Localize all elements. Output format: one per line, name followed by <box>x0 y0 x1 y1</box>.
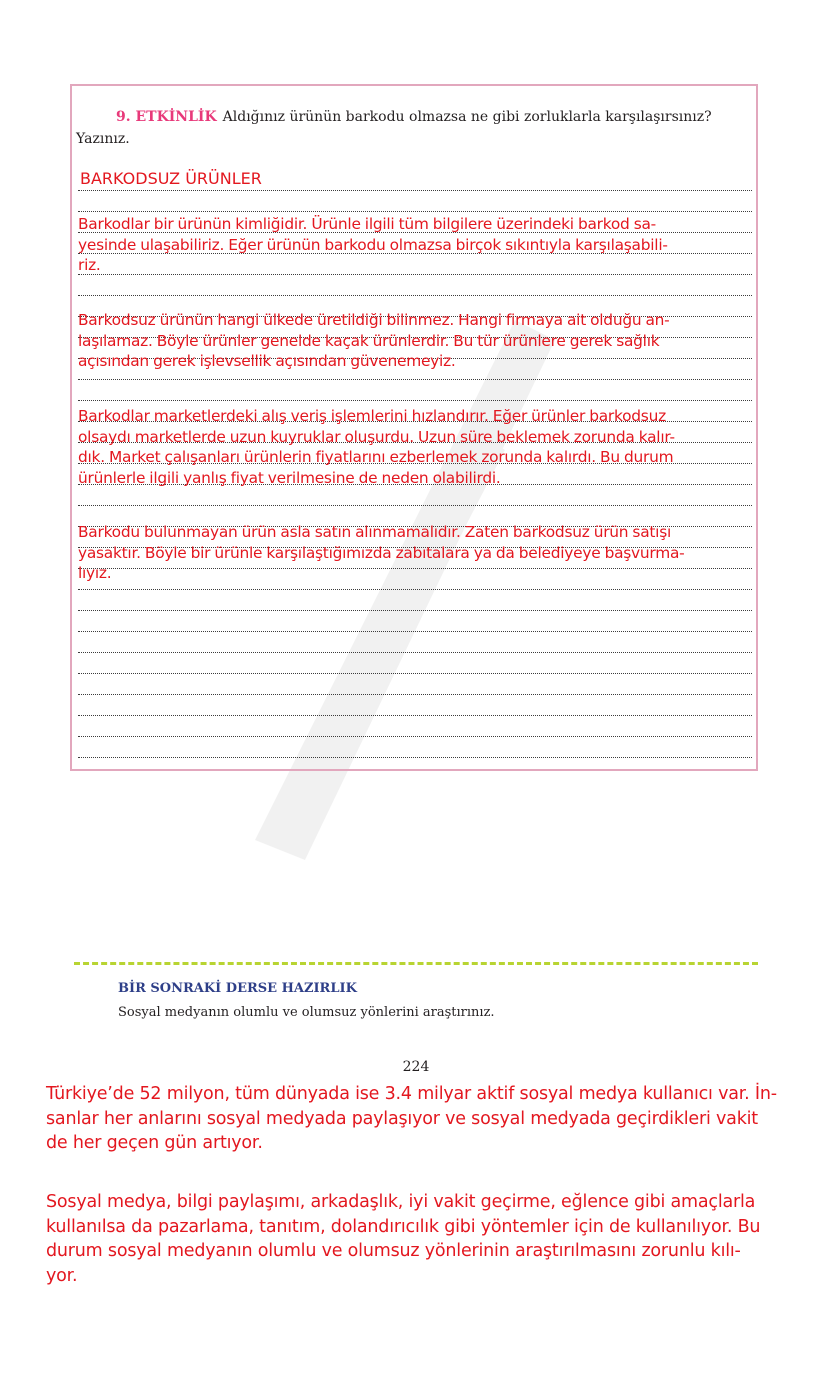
dotted-line <box>78 715 752 716</box>
dotted-line <box>78 673 752 674</box>
dotted-line <box>78 400 752 401</box>
bottom-answer-line: kullanılsa da pazarlama, tanıtım, dolandırıcılık gibi yöntemler için de kullanılıyor. Bu <box>46 1216 761 1237</box>
dotted-line <box>78 505 752 506</box>
answer-paragraph-3 <box>78 406 754 488</box>
answer-line: yasaktır. Böyle bir ürünle karşılaştığımızda zabıtalara ya da belediyeye başvurma- <box>78 543 685 562</box>
answer-paragraph-1 <box>78 214 754 276</box>
dotted-line <box>78 631 752 632</box>
activity-box <box>70 84 758 771</box>
answer-line: dık. Market çalışanları ürünlerin fiyatlarını ezberlemek zorunda kalırdı. Bu durum <box>78 448 674 466</box>
answer-line: Barkodsuz ürünün hangi ülkede üretildiği bilinmez. Hangi firmaya ait olduğu an- <box>78 311 670 329</box>
dotted-line <box>78 652 752 653</box>
bottom-answer-paragraph-2 <box>46 1190 826 1288</box>
answer-paragraph-4 <box>78 522 754 584</box>
dotted-line <box>78 610 752 611</box>
answer-line: ürünlerle ilgili yanlış fiyat verilmesine de neden olabilirdi. <box>78 468 501 487</box>
bottom-answer-line: durum sosyal medyanın olumlu ve olumsuz yönlerinin araştırılmasını zorunlu kılı- <box>46 1241 741 1261</box>
dotted-line <box>78 190 752 191</box>
dotted-line <box>78 379 752 380</box>
answer-line: yesinde ulaşabiliriz. Eğer ürünün barkodu olmazsa birçok sıkıntıyla karşılaşabili- <box>78 235 668 254</box>
dotted-line <box>78 736 752 737</box>
dotted-line <box>78 757 752 758</box>
answer-line: Barkodlar bir ürünün kimliğidir. Ürünle ilgili tüm bilgilere üzerindeki barkod sa- <box>78 215 656 233</box>
bottom-answer-line: Sosyal medya, bilgi paylaşımı, arkadaşlık, iyi vakit geçirme, eğlence gibi amaçlarla <box>46 1192 756 1212</box>
bottom-answer-line: sanlar her anlarını sosyal medyada paylaşıyor ve sosyal medyada geçirdikleri vakit <box>46 1108 758 1129</box>
answer-line: Barkodu bulunmayan ürün asla satın alınmamalıdır. Zaten barkodsuz ürün satışı <box>78 523 671 541</box>
activity-label: 9. ETKİNLİK <box>116 109 217 125</box>
bottom-answer-line: de her geçen gün artıyor. <box>46 1133 263 1153</box>
answer-line: riz. <box>78 256 101 274</box>
answer-line: açısından gerek işlevsellik açısından güvenemeyiz. <box>78 352 456 370</box>
bottom-answer-paragraph-1 <box>46 1082 826 1156</box>
section-divider <box>74 962 758 965</box>
bottom-answer-line: Türkiye’de 52 milyon, tüm dünyada ise 3.4 milyar aktif sosyal medya kullanıcı var. İn- <box>46 1084 777 1104</box>
answer-line: olsaydı marketlerde uzun kuyruklar oluşurdu. Uzun süre beklemek zorunda kalır- <box>78 427 675 446</box>
activity-question <box>76 106 756 150</box>
page-number: 224 <box>402 1059 430 1075</box>
dotted-line <box>78 589 752 590</box>
dotted-line <box>78 211 752 212</box>
answer-line: Barkodlar marketlerdeki alış veriş işlemlerini hızlandırır. Eğer ürünler barkodsuz <box>78 407 666 425</box>
answer-paragraph-2 <box>78 310 754 372</box>
dotted-line <box>78 694 752 695</box>
question-text: Aldığınız ürünün barkodu olmazsa ne gibi zorluklarla karşılaşırsınız? <box>222 109 712 125</box>
answer-line: laşılamaz. Böyle ürünler genelde kaçak ürünlerdir. Bu tür ürünlere gerek sağlık <box>78 331 660 350</box>
question-instruction: Yazınız. <box>76 131 130 147</box>
bottom-answer-line: yor. <box>46 1265 78 1286</box>
answer-line: lıyız. <box>78 564 112 582</box>
next-lesson-text: Sosyal medyanın olumlu ve olumsuz yönlerini araştırınız. <box>118 1005 495 1020</box>
next-lesson-title: BİR SONRAKİ DERSE HAZIRLIK <box>118 981 357 996</box>
answer-title: BARKODSUZ ÜRÜNLER <box>80 169 262 188</box>
dotted-line <box>78 295 752 296</box>
